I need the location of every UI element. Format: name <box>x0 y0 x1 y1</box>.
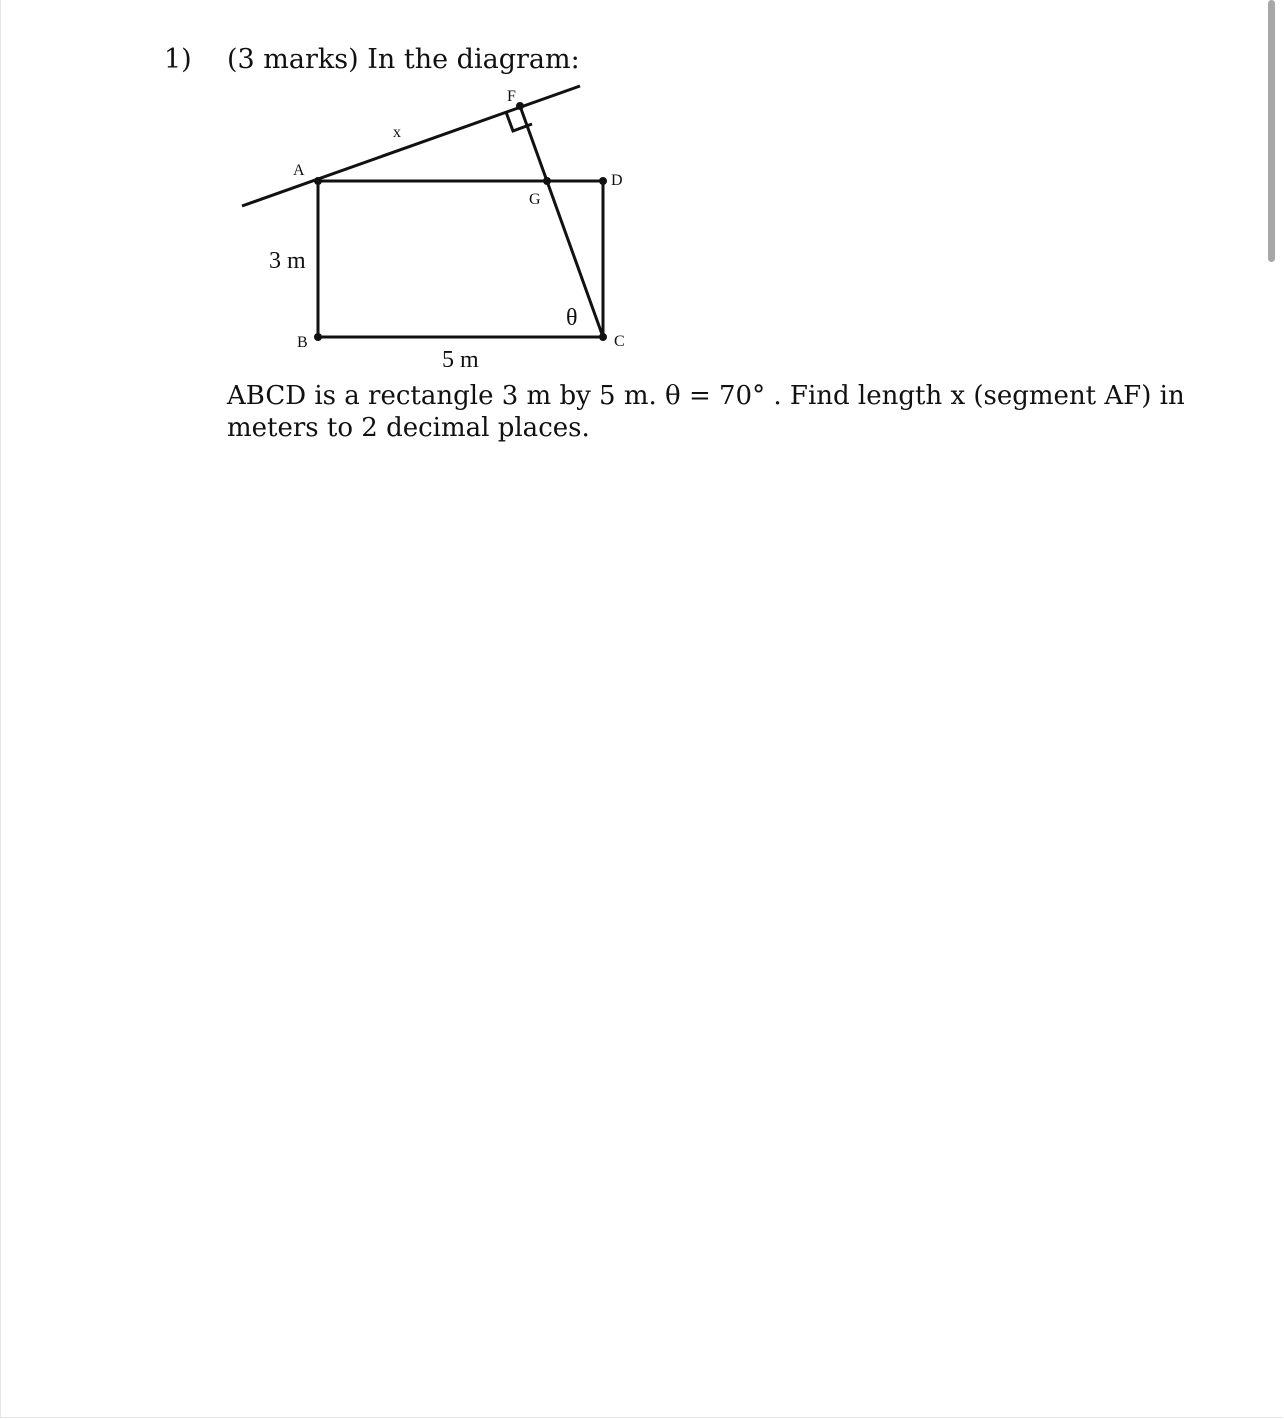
point-f <box>516 102 524 110</box>
label-g: G <box>529 191 541 208</box>
rectangle-abcd <box>318 181 603 337</box>
vertical-scrollbar[interactable] <box>1266 0 1284 1419</box>
point-c <box>599 333 607 341</box>
scrollbar-thumb[interactable] <box>1268 0 1275 262</box>
point-b <box>314 333 322 341</box>
label-f: F <box>507 88 516 105</box>
label-c: C <box>614 333 625 350</box>
question-heading: (3 marks) In the diagram: <box>227 44 580 75</box>
label-x: x <box>393 124 401 141</box>
question-number: 1) <box>164 44 192 75</box>
label-height: 3 m <box>269 248 306 274</box>
point-a <box>314 177 322 185</box>
question-body-line-2: meters to 2 decimal places. <box>227 413 590 443</box>
label-a: A <box>293 162 305 179</box>
point-g <box>543 177 551 185</box>
label-b: B <box>297 334 308 351</box>
line-through-a-f <box>242 86 580 206</box>
geometry-diagram <box>0 0 1284 380</box>
question-body-line-1: ABCD is a rectangle 3 m by 5 m. θ = 70° . Find length x (segment AF) in <box>227 381 1185 411</box>
label-d: D <box>611 172 623 189</box>
segment-c-f <box>520 106 603 337</box>
question-body <box>227 380 1185 444</box>
point-d <box>599 177 607 185</box>
label-width: 5 m <box>442 347 479 373</box>
label-theta: θ <box>566 305 578 331</box>
